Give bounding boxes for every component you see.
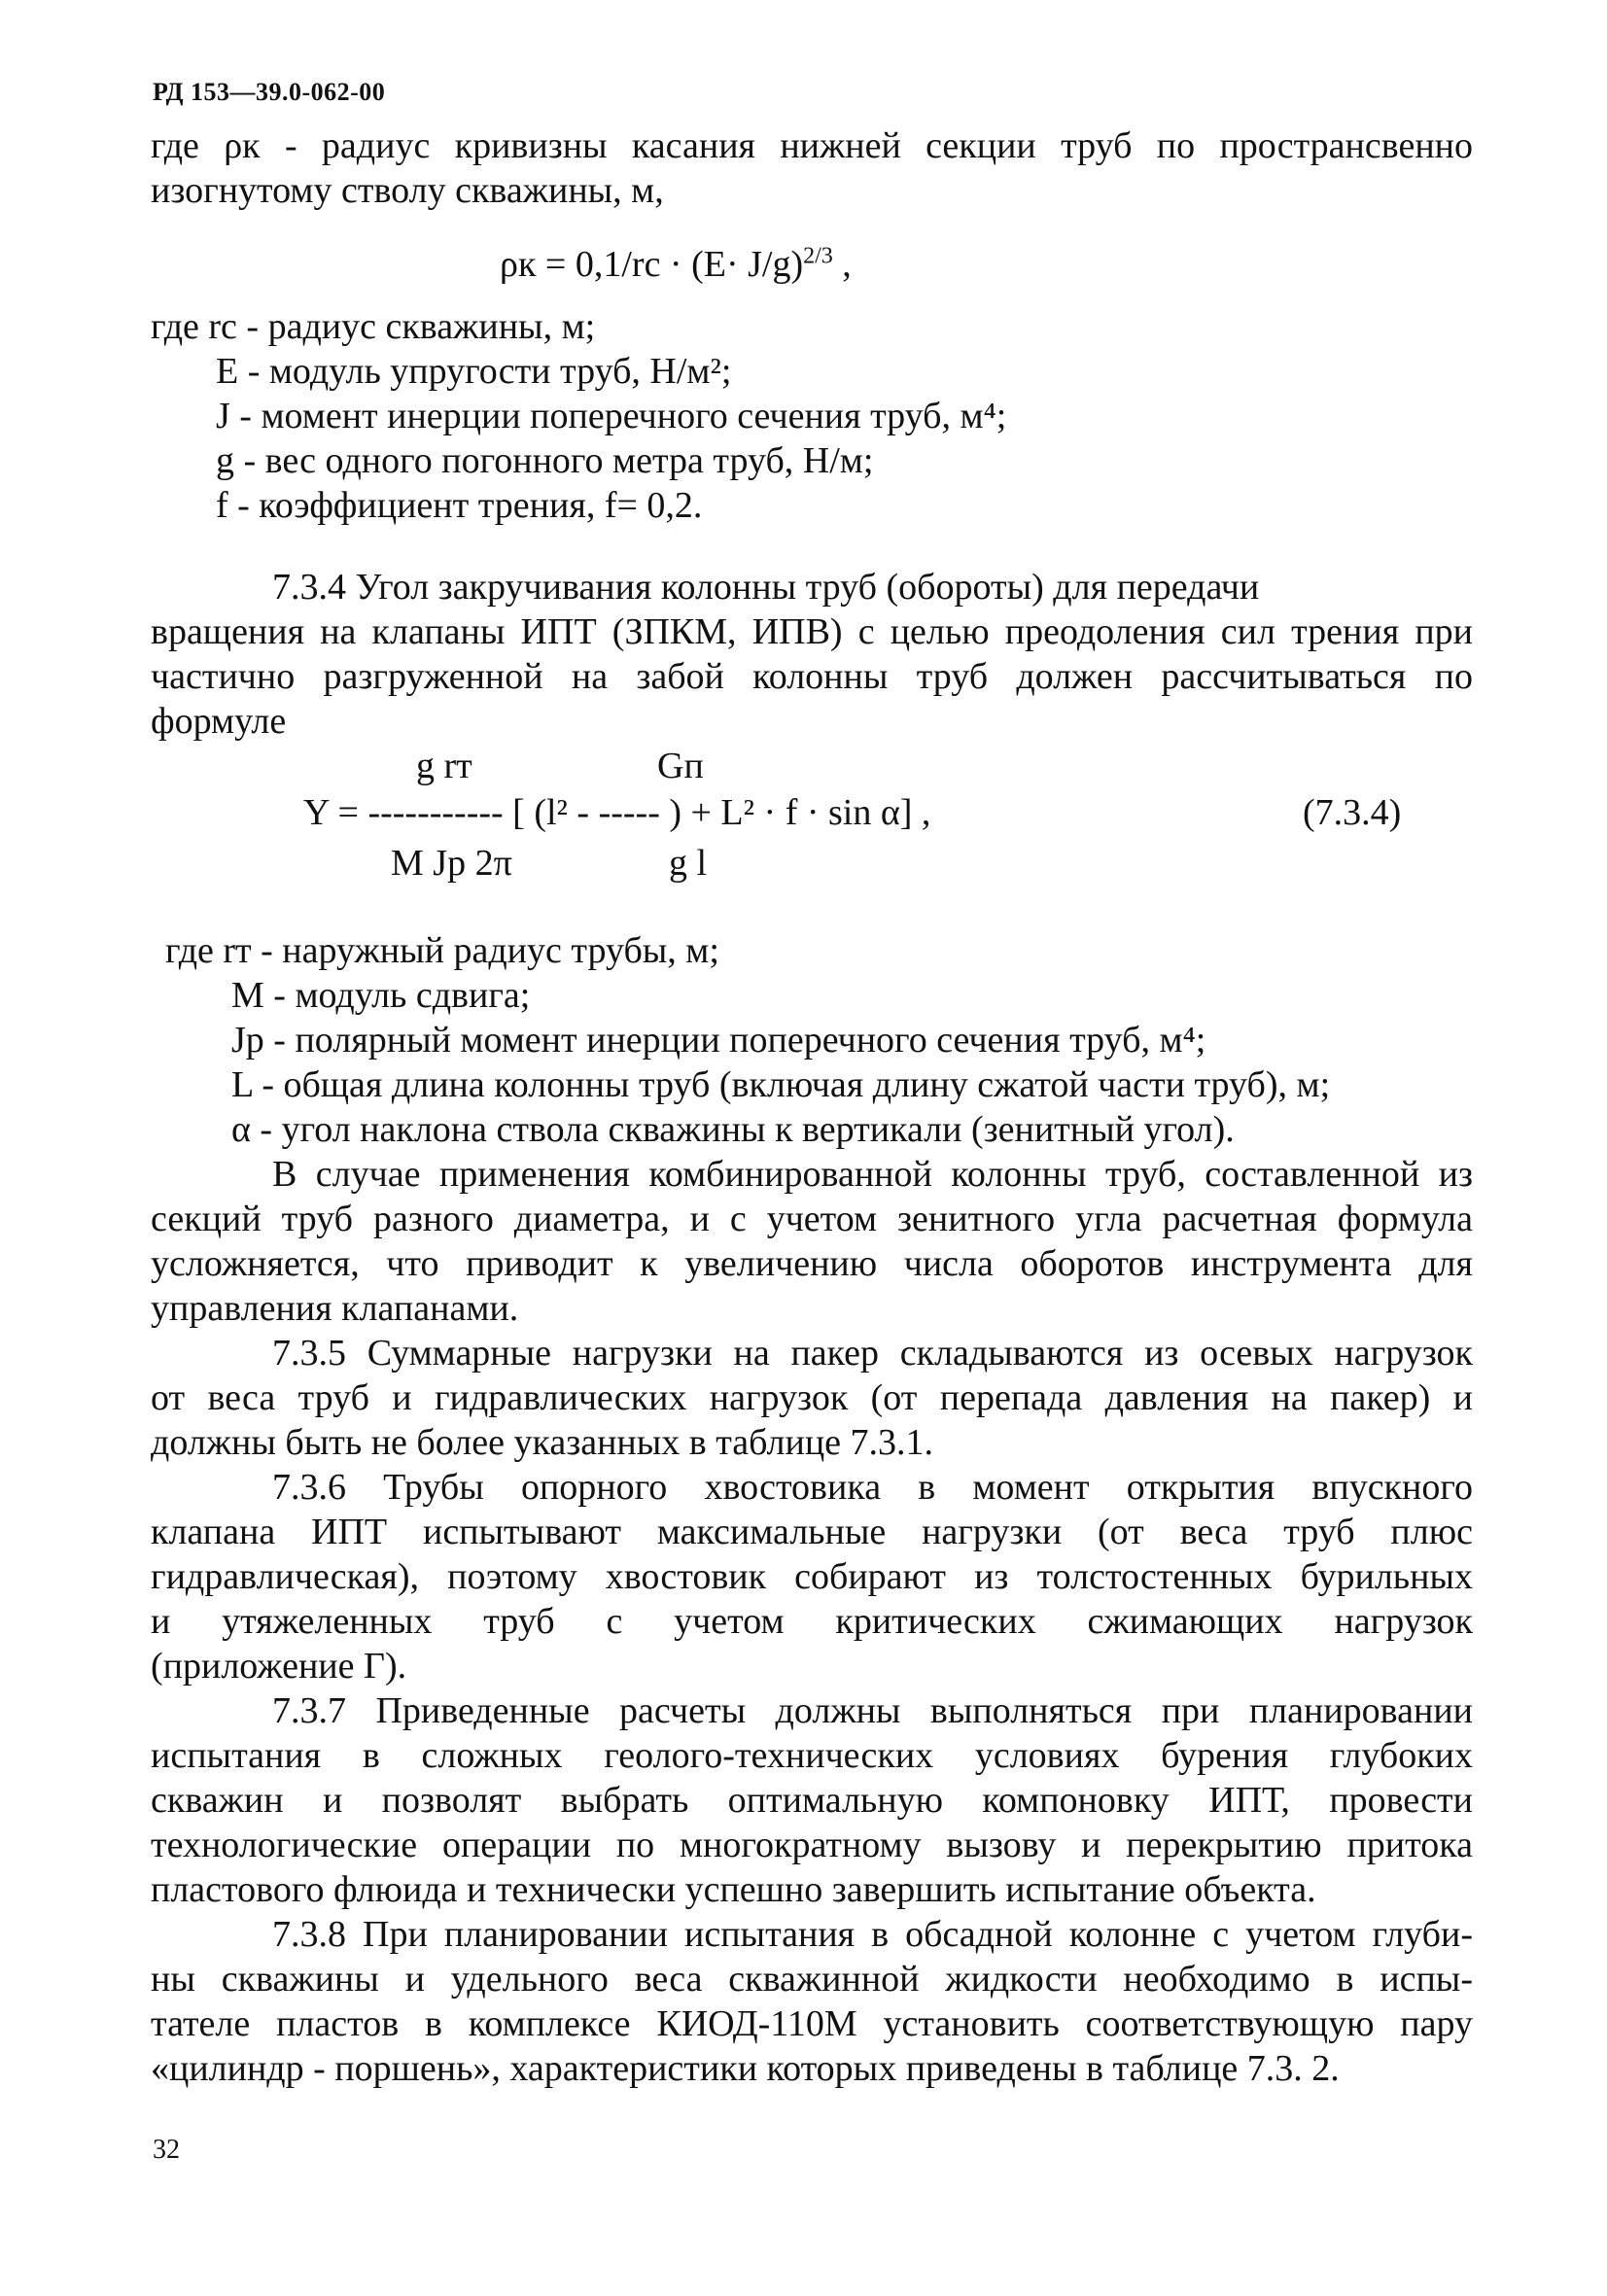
page-number: 32 — [153, 2135, 180, 2165]
paragraph-7-3-7-line: испытания в сложных геолого-технических условиях бурения глубоких — [151, 1735, 1473, 1776]
paragraph-7-3-4-line: частично разгруженной на забой колонны труб должен рассчитываться по — [151, 656, 1473, 697]
paragraph-7-3-6-line: гидравлическая), поэтому хвостовик собирают из толстостенных бурильных — [151, 1556, 1473, 1597]
formula-y-denominator-1: M Jp 2π — [391, 843, 512, 884]
variable-definition — [151, 305, 595, 348]
formula-rho-body: ρк = 0,1/rс · (E· J/g) — [500, 244, 804, 285]
formula-rho-exponent: 2/3 — [803, 243, 833, 269]
paragraph-7-3-6-line: клапана ИПТ испытывают максимальные нагрузки (от веса труб плюс — [151, 1512, 1473, 1552]
document-code: РД 153—39.0-062-00 — [153, 78, 386, 106]
variable-symbol: α — [231, 1109, 251, 1150]
variable-symbol: M — [231, 975, 264, 1016]
variable-description: - радиус скважины, м; — [236, 306, 596, 347]
paragraph-7-3-7-line: 7.3.7 Приведенные расчеты должны выполняться при планировании — [272, 1690, 1473, 1731]
paragraph-7-3-8-line: 7.3.8 При планировании испытания в обсадной колонне с учетом глуби- — [272, 1914, 1473, 1955]
formula-rho — [500, 243, 852, 286]
variable-definition — [231, 1019, 1205, 1061]
paragraph-7-3-7-line: пластового флюида и технически успешно завершить испытание объекта. — [151, 1869, 1316, 1910]
formula-y-numerator-2: Gп — [657, 746, 704, 786]
paragraph-7-3-4-line: 7.3.4 Угол закручивания колонны труб (обороты) для передачи — [272, 567, 1260, 608]
variable-description: - момент инерции поперечного сечения труб, м⁴; — [229, 396, 1007, 436]
formula-y-main: Y = ----------- [ (l² - ----- ) + L² · f · sin α] , — [303, 792, 931, 833]
variable-symbol: f — [216, 485, 228, 526]
variable-description: - модуль упругости труб, Н/м²; — [238, 351, 732, 392]
variable-symbol: где rс — [151, 306, 237, 347]
variable-definition — [165, 929, 719, 972]
formula-y-denominator-2: g l — [669, 843, 708, 884]
intro-line-1: где ρк - радиус кривизны касания нижней секции труб по пространсвенно — [151, 125, 1473, 166]
paragraph-combined-line: усложняется, что приводит к увеличению числа оборотов инструмента для — [151, 1243, 1473, 1284]
paragraph-7-3-6-line: (приложение Г). — [151, 1646, 407, 1687]
paragraph-7-3-7-line: скважин и позволят выбрать оптимальную компоновку ИПТ, провести — [151, 1780, 1473, 1821]
paragraph-combined-line: В случае применения комбинированной колонны труб, составленной из — [272, 1154, 1473, 1195]
paragraph-combined-line: управления клапанами. — [151, 1288, 519, 1329]
variable-symbol: где rт — [165, 930, 252, 971]
paragraph-7-3-5-line: 7.3.5 Суммарные нагрузки на пакер складываются из осевых нагрузок — [272, 1333, 1473, 1374]
paragraph-7-3-7-line: технологические операции по многократному вызову и перекрытию притока — [151, 1825, 1473, 1865]
paragraph-7-3-4-line: вращения на клапаны ИПТ (ЗПКМ, ИПВ) с целью преодоления сил трения при — [151, 611, 1473, 652]
variable-definition — [231, 1108, 1235, 1151]
formula-y-numerator-1: g rт — [416, 746, 472, 786]
variable-definition — [216, 439, 873, 482]
intro-line-2: изогнутому стволу скважины, м, — [151, 170, 664, 211]
variable-description: - полярный момент инерции поперечного сечения труб, м⁴; — [263, 1020, 1206, 1061]
variable-definition — [216, 484, 702, 527]
paragraph-7-3-5-line: от веса труб и гидравлических нагрузок (от перепада давления на пакер) и — [151, 1377, 1473, 1418]
variable-description: - общая длина колонны труб (включая длину сжатой части труб), м; — [252, 1064, 1331, 1105]
paragraph-7-3-8-line: тателе пластов в комплексе КИОД-110М установить соответствующую пару — [151, 2003, 1473, 2044]
variable-description: - вес одного погонного метра труб, Н/м; — [234, 440, 874, 481]
variable-definition — [216, 395, 1006, 437]
variable-symbol: L — [231, 1064, 253, 1105]
formula-rho-tail: , — [832, 244, 852, 285]
variable-definition — [231, 1063, 1330, 1106]
paragraph-7-3-8-line: ны скважины и удельного веса скважинной жидкости необходимо в испы- — [151, 1959, 1473, 2000]
variable-description: - модуль сдвига; — [263, 975, 531, 1016]
variable-symbol: Jp — [231, 1020, 264, 1061]
variable-description: - угол наклона ствола скважины к вертикали (зенитный угол). — [250, 1109, 1235, 1150]
variable-symbol: g — [216, 440, 234, 481]
formula-number: (7.3.4) — [1303, 792, 1402, 833]
variable-definition — [231, 974, 530, 1017]
variable-description: - коэффициент трения, f= 0,2. — [227, 485, 703, 526]
variable-description: - наружный радиус трубы, м; — [251, 930, 719, 971]
paragraph-7-3-5-line: должны быть не более указанных в таблице 7.3.1. — [151, 1422, 934, 1463]
variable-symbol: J — [216, 396, 230, 436]
paragraph-7-3-6-line: и утяжеленных труб с учетом критических сжимающих нагрузок — [151, 1601, 1473, 1642]
paragraph-7-3-8-line: «цилиндр - поршень», характеристики которых приведены в таблице 7.3. 2. — [151, 2048, 1340, 2089]
paragraph-7-3-6-line: 7.3.6 Трубы опорного хвостовика в момент открытия впускного — [272, 1467, 1473, 1508]
paragraph-combined-line: секций труб разного диаметра, и с учетом зенитного угла расчетная формула — [151, 1199, 1473, 1239]
paragraph-7-3-4-line: формуле — [151, 701, 287, 742]
variable-definition — [216, 350, 731, 393]
variable-symbol: E — [216, 351, 239, 392]
